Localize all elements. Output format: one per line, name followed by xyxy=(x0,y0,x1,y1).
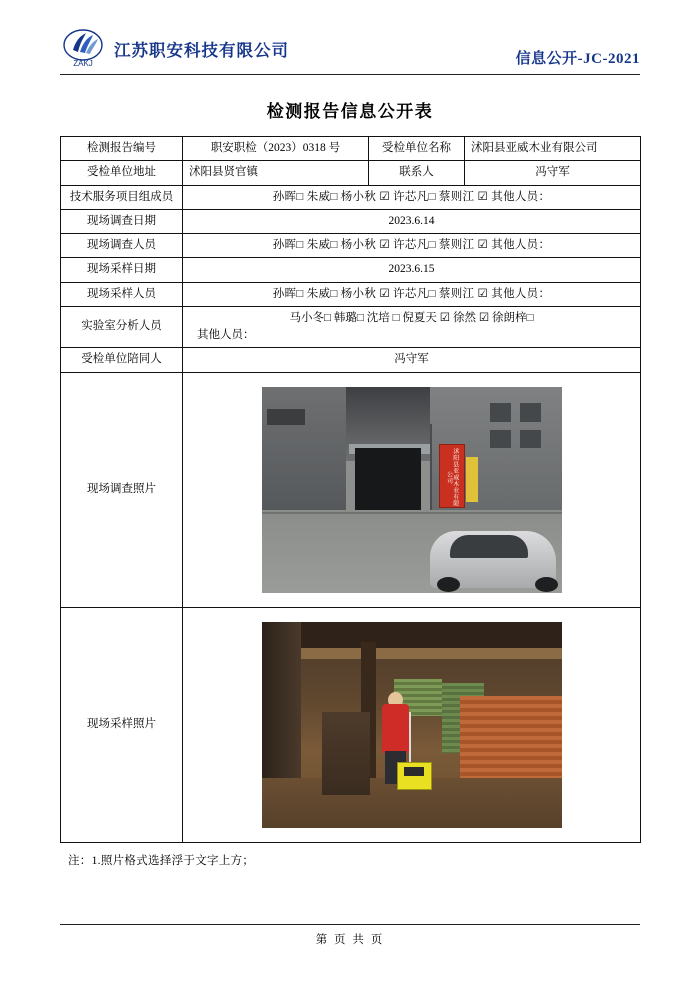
survey-photo-image xyxy=(262,387,562,593)
contact-value: 冯守军 xyxy=(465,161,641,185)
lab-people-label: 实验室分析人员 xyxy=(61,306,183,348)
lab-people-line1: 马小冬□ 韩璐□ 沈培 □ 倪夏天 ☑ 徐然 ☑ 徐朗梓□ xyxy=(289,311,534,324)
footer-divider xyxy=(60,924,640,925)
header-left xyxy=(60,28,289,70)
company-name: 江苏职安科技有限公司 xyxy=(114,41,289,60)
page-title: 检测报告信息公开表 xyxy=(266,102,434,121)
client-value: 沭阳县亚威木业有限公司 xyxy=(465,137,641,161)
survey-people-label: 现场调查人员 xyxy=(61,234,183,258)
table-row xyxy=(61,306,641,348)
factory-sign xyxy=(439,444,465,508)
survey-people-value: 孙晖□ 朱威□ 杨小秋 ☑ 许芯凡□ 蔡则江 ☑ 其他人员： xyxy=(183,234,641,258)
photo-survey-label: 现场调查照片 xyxy=(61,372,183,607)
accompany-label: 受检单位陪同人 xyxy=(61,348,183,372)
survey-date-label: 现场调查日期 xyxy=(61,209,183,233)
svg-text:ZAKJ: ZAKJ xyxy=(73,59,93,68)
company-logo-icon xyxy=(60,28,106,70)
document-code: 信息公开-JC-2021 xyxy=(515,51,640,67)
table-row-photo-survey xyxy=(61,372,641,607)
address-label: 受检单位地址 xyxy=(61,161,183,185)
photo-sampling-cell xyxy=(183,607,641,842)
table-row xyxy=(61,209,641,233)
table-row xyxy=(61,258,641,282)
sampling-date-value: 2023.6.15 xyxy=(183,258,641,282)
sampling-people-label: 现场采样人员 xyxy=(61,282,183,306)
table-row xyxy=(61,348,641,372)
accompany-value: 冯守军 xyxy=(183,348,641,372)
report-no-label: 检测报告编号 xyxy=(61,137,183,161)
lab-people-line2: 其他人员： xyxy=(197,329,255,341)
contact-label: 联系人 xyxy=(369,161,465,185)
report-no-value: 职安职检（2023）0318 号 xyxy=(183,137,369,161)
photo-sampling-label: 现场采样照片 xyxy=(61,607,183,842)
table-row-photo-sampling xyxy=(61,607,641,842)
table-row xyxy=(61,234,641,258)
sampling-date-label: 现场采样日期 xyxy=(61,258,183,282)
client-label: 受检单位名称 xyxy=(369,137,465,161)
table-row xyxy=(61,185,641,209)
page-number: 第 页 共 页 xyxy=(315,934,385,946)
table-row xyxy=(61,161,641,185)
photo-survey-cell xyxy=(183,372,641,607)
table-row xyxy=(61,282,641,306)
page-header xyxy=(60,28,640,75)
report-info-table xyxy=(60,136,641,843)
lab-people-value xyxy=(183,306,641,348)
factory-sign-text: 沭阳县亚威木业有限公司 xyxy=(445,448,458,507)
sampling-people-value: 孙晖□ 朱威□ 杨小秋 ☑ 许芯凡□ 蔡则江 ☑ 其他人员： xyxy=(183,282,641,306)
tech-team-label: 技术服务项目组成员 xyxy=(61,185,183,209)
survey-date-value: 2023.6.14 xyxy=(183,209,641,233)
table-note: 注：1.照片格式选择浮于文字上方； xyxy=(68,854,255,867)
tech-team-value: 孙晖□ 朱威□ 杨小秋 ☑ 许芯凡□ 蔡则江 ☑ 其他人员： xyxy=(183,185,641,209)
sampling-photo-image xyxy=(262,622,562,828)
page-footer xyxy=(60,924,640,947)
table-row xyxy=(61,137,641,161)
address-value: 沭阳县贤官镇 xyxy=(183,161,369,185)
